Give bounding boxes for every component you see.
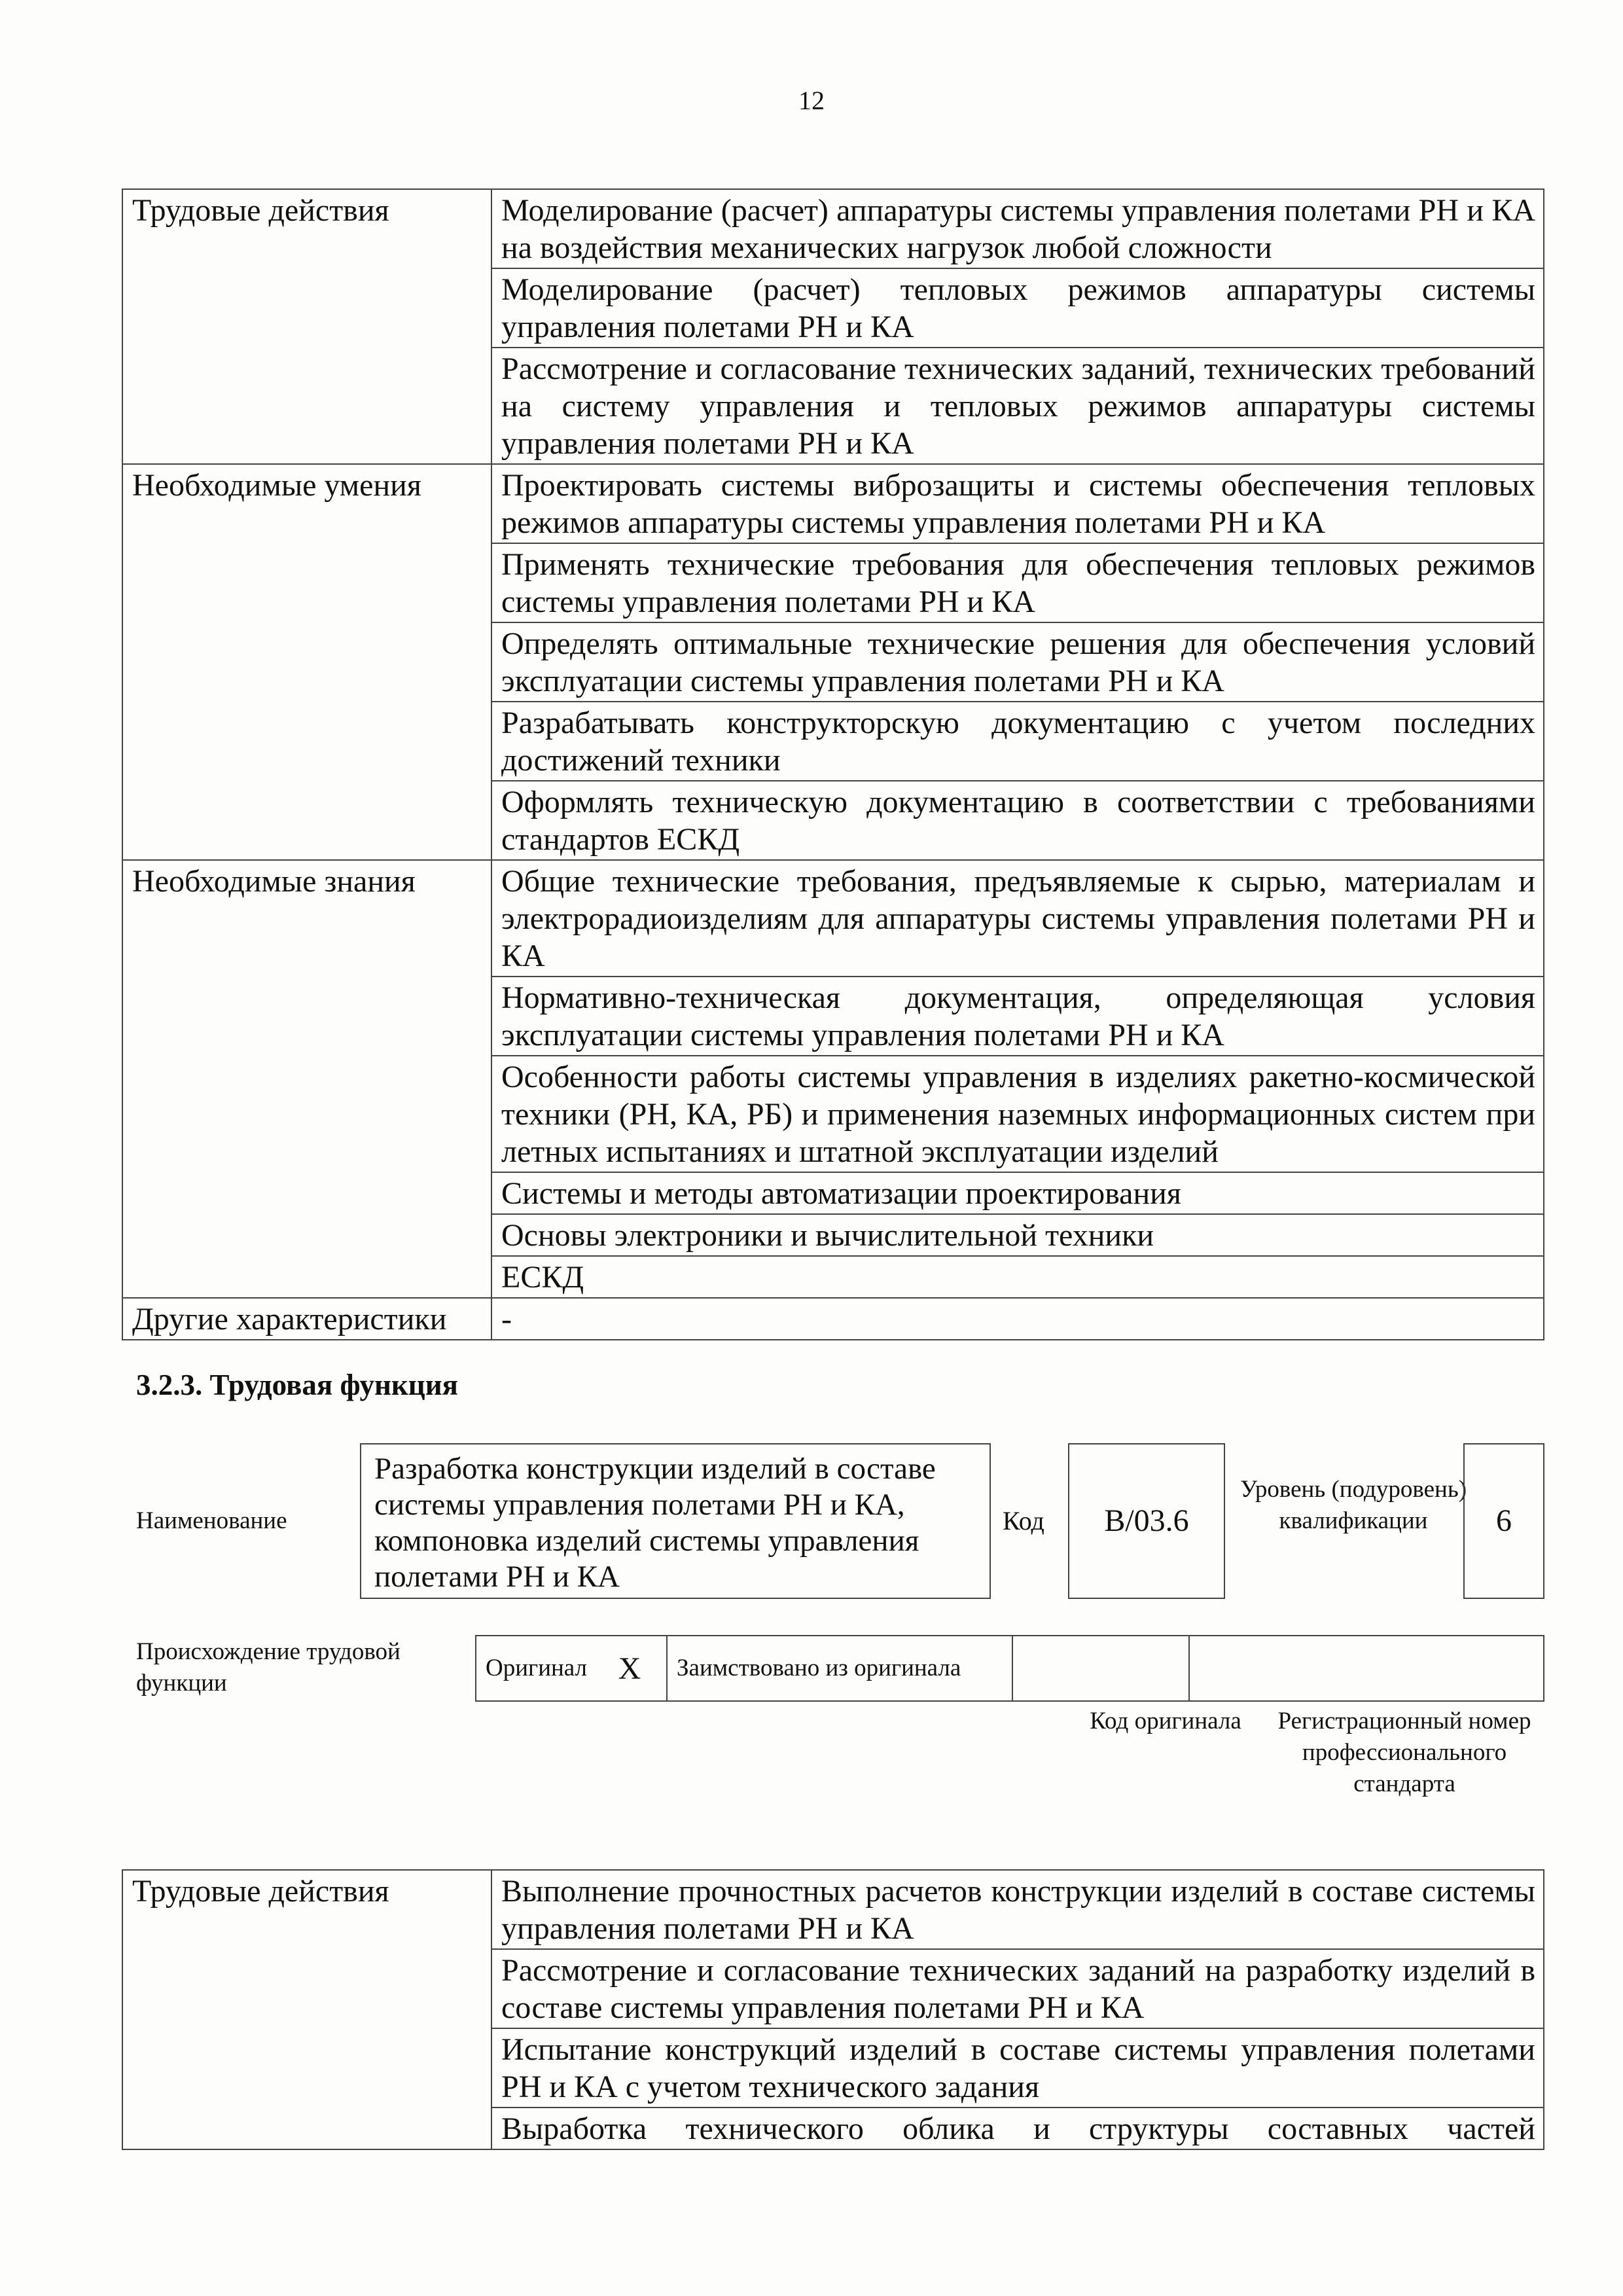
table-row — [122, 1298, 1544, 1340]
level-value-box: 6 — [1463, 1443, 1544, 1599]
row-label-other-characteristics: Другие характеристики — [122, 1298, 491, 1340]
table-cell: Особенности работы системы управления в изделиях ракетно-космической техники (РН, КА, РБ) и применения наземных информационных систем при летных испытаниях и штатной эксплуатации изделий — [491, 1056, 1544, 1172]
original-code-cell — [1012, 1636, 1189, 1701]
table-row — [122, 464, 1544, 543]
table-cell: Рассмотрение и согласование технических заданий, технических требований на систему управления и тепловых режимов аппаратуры системы управления полетами РН и КА — [491, 348, 1544, 464]
competency-table-2 — [122, 1869, 1544, 2150]
row-label-labor-actions: Трудовые действия — [122, 189, 491, 464]
registration-number-cell — [1189, 1636, 1544, 1701]
table-cell: Разрабатывать конструкторскую документацию с учетом последних достижений техники — [491, 702, 1544, 781]
table-row — [122, 1870, 1544, 1949]
table-cell: Оформлять техническую документацию в соответствии с требованиями стандартов ЕСКД — [491, 781, 1544, 860]
row-label-required-knowledge: Необходимые знания — [122, 860, 491, 1298]
row-label-labor-actions: Трудовые действия — [122, 1870, 491, 2149]
table-cell: Рассмотрение и согласование технических заданий на разработку изделий в составе системы управления полетами РН и КА — [491, 1949, 1544, 2028]
table-cell: Выполнение прочностных расчетов конструкции изделий в составе системы управления полетами РН и КА — [491, 1870, 1544, 1949]
page-number: 12 — [798, 86, 825, 115]
table-row — [122, 189, 1544, 268]
competency-table-1 — [122, 188, 1544, 1340]
section-title: 3.2.3. Трудовая функция — [136, 1369, 459, 1401]
table-cell: Общие технические требования, предъявляемые к сырью, материалам и электрорадиоизделиям для аппаратуры системы управления полетами РН и КА — [491, 860, 1544, 977]
code-caption: Код оригинала — [1090, 1708, 1241, 1734]
origin-table — [475, 1635, 1544, 1702]
table-cell: Основы электроники и вычислительной техники — [491, 1214, 1544, 1256]
table-cell: Применять технические требования для обеспечения тепловых режимов системы управления полетами РН и КА — [491, 543, 1544, 622]
table-cell: Проектировать системы виброзащиты и системы обеспечения тепловых режимов аппаратуры системы управления полетами РН и КА — [491, 464, 1544, 543]
function-name-box: Разработка конструкции изделий в составе системы управления полетами РН и КА, компоновка изделий системы управления полетами РН и КА — [360, 1443, 991, 1599]
borrowed-label: Заимствовано из оригинала — [667, 1636, 1012, 1701]
table-cell: - — [491, 1298, 1544, 1340]
table-cell: ЕСКД — [491, 1256, 1544, 1298]
original-label: Оригинал — [476, 1636, 593, 1701]
table-cell: Нормативно-техническая документация, определяющая условия эксплуатации системы управления полетами РН и КА — [491, 977, 1544, 1056]
level-label: Уровень (подуровень) квалификации — [1240, 1476, 1467, 1534]
table-cell: Системы и методы автоматизации проектирования — [491, 1172, 1544, 1214]
name-label: Наименование — [136, 1507, 287, 1534]
table-cell: Моделирование (расчет) аппаратуры системы управления полетами РН и КА на воздействия механических нагрузок любой сложности — [491, 189, 1544, 268]
code-value-box: B/03.6 — [1068, 1443, 1225, 1599]
table-cell: Моделирование (расчет) тепловых режимов аппаратуры системы управления полетами РН и КА — [491, 268, 1544, 348]
row-label-required-skills: Необходимые умения — [122, 464, 491, 860]
table-row — [476, 1636, 1544, 1701]
original-mark: X — [593, 1636, 667, 1701]
table-row — [122, 860, 1544, 977]
table-cell: Испытание конструкций изделий в составе системы управления полетами РН и КА с учетом технического задания — [491, 2028, 1544, 2108]
table-cell: Определять оптимальные технические решения для обеспечения условий эксплуатации системы управления полетами РН и КА — [491, 622, 1544, 702]
code-label: Код — [1003, 1506, 1044, 1535]
origin-label: Происхождение трудовой функции — [136, 1638, 401, 1696]
table-cell: Выработка технического облика и структуры составных частей — [491, 2108, 1544, 2149]
registration-caption: Регистрационный номер профессионального стандарта — [1277, 1708, 1531, 1797]
